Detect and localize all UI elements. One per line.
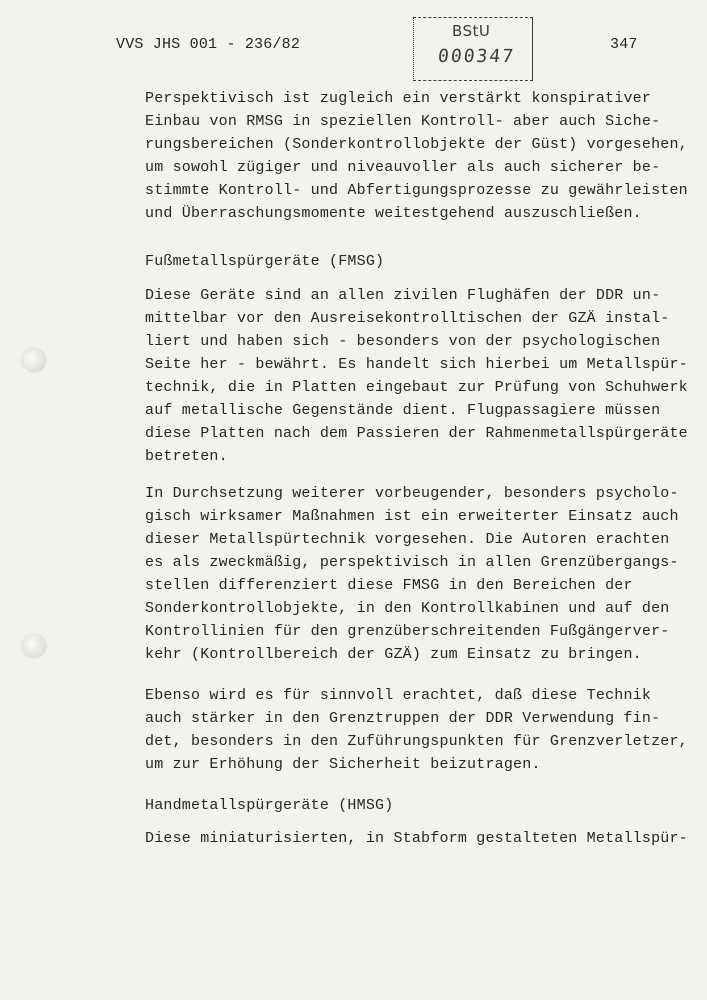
paragraph-3-line: es als zweckmäßig, perspektivisch in allen Grenzübergangs- — [145, 554, 679, 571]
paragraph-1-line: und Überraschungsmomente weitestgehend auszuschließen. — [145, 205, 642, 222]
paragraph-2-line: diese Platten nach dem Passieren der Rahmenmetallspürgeräte — [145, 425, 688, 442]
paragraph-2-line: liert und haben sich - besonders von der psychologischen — [145, 333, 661, 350]
paragraph-1-line: Einbau von RMSG in speziellen Kontroll- aber auch Siche- — [145, 113, 661, 130]
paragraph-4-line: auch stärker in den Grenztruppen der DDR Verwendung fin- — [145, 710, 661, 727]
paragraph-2-line: mittelbar vor den Ausreisekontrolltischen der GZÄ instal- — [145, 310, 670, 327]
paragraph-5-line: Diese miniaturisierten, in Stabform gestalteten Metallspür- — [145, 830, 688, 847]
paragraph-1-line: stimmte Kontroll- und Abfertigungsprozesse zu gewährleisten — [145, 182, 688, 199]
paragraph-3-line: dieser Metallspürtechnik vorgesehen. Die Autoren erachten — [145, 531, 670, 548]
paragraph-2-line: Seite her - bewährt. Es handelt sich hierbei um Metallspür- — [145, 356, 688, 373]
paragraph-1-line: um sowohl zügiger und niveauvoller als auch sicherer be- — [145, 159, 661, 176]
paragraph-3-line: kehr (Kontrollbereich der GZÄ) zum Einsatz zu bringen. — [145, 646, 642, 663]
paragraph-3-line: Kontrollinien für den grenzüberschreitenden Fußgängerver- — [145, 623, 670, 640]
page-number: 347 — [610, 36, 638, 53]
paragraph-4-line: Ebenso wird es für sinnvoll erachtet, daß diese Technik — [145, 687, 652, 704]
stamp-number: 000347 — [436, 46, 517, 67]
paragraph-1-line: Perspektivisch ist zugleich ein verstärkt konspirativer — [145, 90, 652, 107]
paragraph-2-line: auf metallische Gegenstände dient. Flugpassagiere müssen — [145, 402, 661, 419]
paragraph-1-line: rungsbereichen (Sonderkontrollobjekte der Güst) vorgesehen, — [145, 136, 688, 153]
section-heading-hmsg: Handmetallspürgeräte (HMSG) — [145, 797, 394, 814]
paragraph-2-line: betreten. — [145, 448, 228, 465]
paragraph-2-line: Diese Geräte sind an allen zivilen Flughäfen der DDR un- — [145, 287, 661, 304]
paragraph-3-line: stellen differenziert diese FMSG in den Bereichen der — [145, 577, 633, 594]
punch-hole-icon — [22, 634, 46, 658]
punch-hole-icon — [22, 348, 46, 372]
paragraph-3-line: gisch wirksamer Maßnahmen ist ein erweiterter Einsatz auch — [145, 508, 679, 525]
archive-stamp — [413, 17, 533, 81]
paragraph-2-line: technik, die in Platten eingebaut zur Prüfung von Schuhwerk — [145, 379, 688, 396]
section-heading-fmsg: Fußmetallspürgeräte (FMSG) — [145, 253, 385, 270]
paragraph-3-line: Sonderkontrollobjekte, in den Kontrollkabinen und auf den — [145, 600, 670, 617]
document-reference: VVS JHS 001 - 236/82 — [116, 36, 301, 53]
paragraph-4-line: det, besonders in den Zuführungspunkten für Grenzverletzer, — [145, 733, 688, 750]
paragraph-3-line: In Durchsetzung weiterer vorbeugender, besonders psycholo- — [145, 485, 679, 502]
paragraph-4-line: um zur Erhöhung der Sicherheit beizutragen. — [145, 756, 541, 773]
stamp-title: BStU — [452, 22, 491, 40]
